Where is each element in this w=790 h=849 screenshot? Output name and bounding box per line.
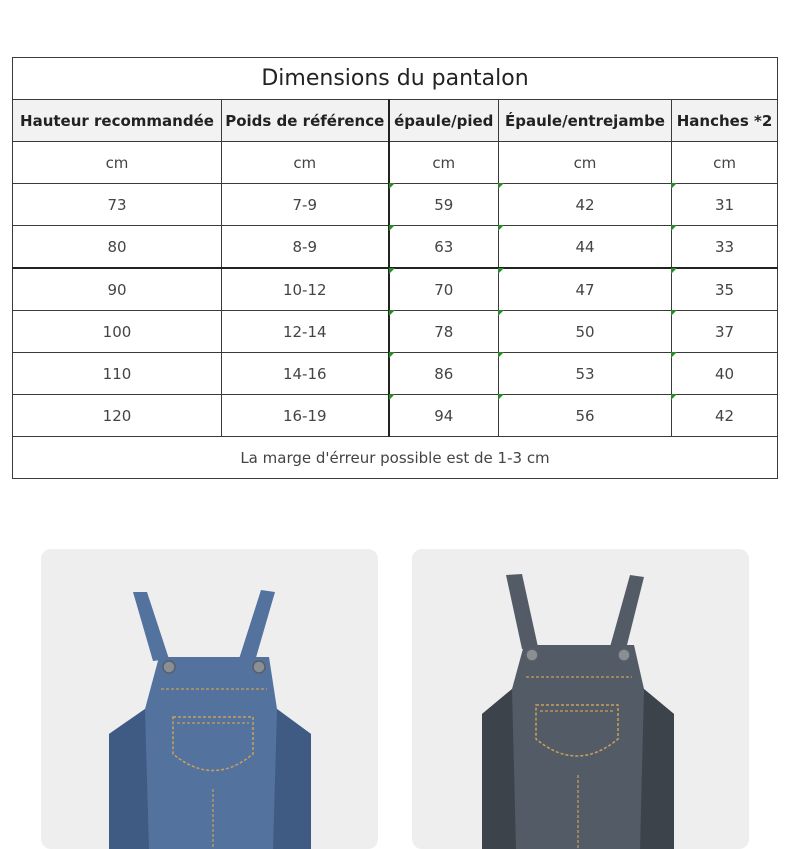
table-title: Dimensions du pantalon: [13, 58, 778, 100]
table-cell: 86: [389, 353, 499, 395]
table-cell: 42: [499, 184, 672, 226]
overall-straps: [133, 590, 275, 661]
header-weight: Poids de référence: [222, 100, 389, 142]
unit-cell: cm: [499, 142, 672, 184]
table-cell: 44: [499, 226, 672, 269]
table-cell: 40: [672, 353, 778, 395]
table-cell: 35: [672, 268, 778, 311]
table-cell: 120: [13, 395, 222, 437]
table-cell: 53: [499, 353, 672, 395]
table-cell: 37: [672, 311, 778, 353]
header-hips: Hanches *2: [672, 100, 778, 142]
table-cell: 42: [672, 395, 778, 437]
header-height: Hauteur recommandée: [13, 100, 222, 142]
overalls-grey-illustration: [412, 549, 749, 849]
table-row: [13, 311, 778, 353]
table-cell: 8-9: [222, 226, 389, 269]
bib-pocket: [173, 717, 253, 771]
table-cell: 110: [13, 353, 222, 395]
header-row: [13, 100, 778, 142]
table-row: [13, 226, 778, 269]
table-cell: 63: [389, 226, 499, 269]
overalls-blue-illustration: [41, 549, 378, 849]
bib-pocket: [536, 705, 618, 756]
table-row: [13, 395, 778, 437]
table-cell: 73: [13, 184, 222, 226]
product-photo-grey: [412, 549, 749, 849]
unit-cell: cm: [389, 142, 499, 184]
table-cell: 80: [13, 226, 222, 269]
table-cell: 50: [499, 311, 672, 353]
table-cell: 47: [499, 268, 672, 311]
table-cell: 33: [672, 226, 778, 269]
product-photo-blue: [41, 549, 378, 849]
unit-cell: cm: [672, 142, 778, 184]
header-shoulder-crotch: Épaule/entrejambe: [499, 100, 672, 142]
table-cell: 16-19: [222, 395, 389, 437]
header-shoulder-foot: épaule/pied: [389, 100, 499, 142]
metal-button-icon: [163, 661, 175, 673]
table-cell: 14-16: [222, 353, 389, 395]
table-cell: 12-14: [222, 311, 389, 353]
table-cell: 94: [389, 395, 499, 437]
table-row: [13, 353, 778, 395]
tolerance-note: La marge d'érreur possible est de 1-3 cm: [13, 437, 778, 479]
table-cell: 59: [389, 184, 499, 226]
overall-straps: [506, 574, 644, 649]
table-cell: 31: [672, 184, 778, 226]
metal-button-icon: [618, 649, 630, 661]
table-cell: 7-9: [222, 184, 389, 226]
table-cell: 56: [499, 395, 672, 437]
table-cell: 70: [389, 268, 499, 311]
table-row: [13, 268, 778, 311]
unit-cell: cm: [222, 142, 389, 184]
table-cell: 100: [13, 311, 222, 353]
size-chart-table: [12, 57, 778, 479]
table-cell: 78: [389, 311, 499, 353]
metal-button-icon: [526, 649, 538, 661]
metal-button-icon: [253, 661, 265, 673]
units-row: [13, 142, 778, 184]
unit-cell: cm: [13, 142, 222, 184]
table-cell: 90: [13, 268, 222, 311]
table-cell: 10-12: [222, 268, 389, 311]
table-row: [13, 184, 778, 226]
